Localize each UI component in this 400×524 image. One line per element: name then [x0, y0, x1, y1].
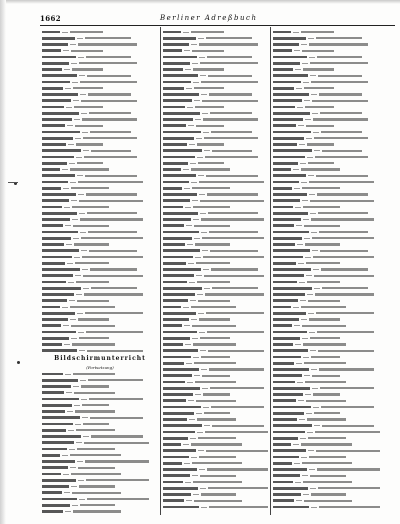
scan-shadow-left [0, 0, 6, 524]
page-number: 1662 [40, 14, 62, 23]
section-subheading: (Fortsetzung) [86, 365, 114, 370]
column-2 [163, 29, 268, 515]
column-divider-2 [270, 27, 271, 515]
directory-entry [42, 348, 158, 354]
column-3 [273, 29, 395, 515]
scan-shadow-top [0, 0, 400, 4]
page-title: Berliner Adreßbuch [160, 14, 258, 22]
header-rule [40, 25, 395, 26]
directory-entry [163, 504, 268, 510]
directory-entry [42, 509, 158, 515]
scan-mark [8, 182, 18, 183]
column-1 [42, 29, 158, 515]
scan-speck [17, 361, 20, 364]
directory-entry [273, 504, 395, 510]
section-heading: Bildschirmunterricht [54, 355, 146, 362]
column-divider-1 [160, 27, 161, 515]
running-head [40, 14, 395, 24]
